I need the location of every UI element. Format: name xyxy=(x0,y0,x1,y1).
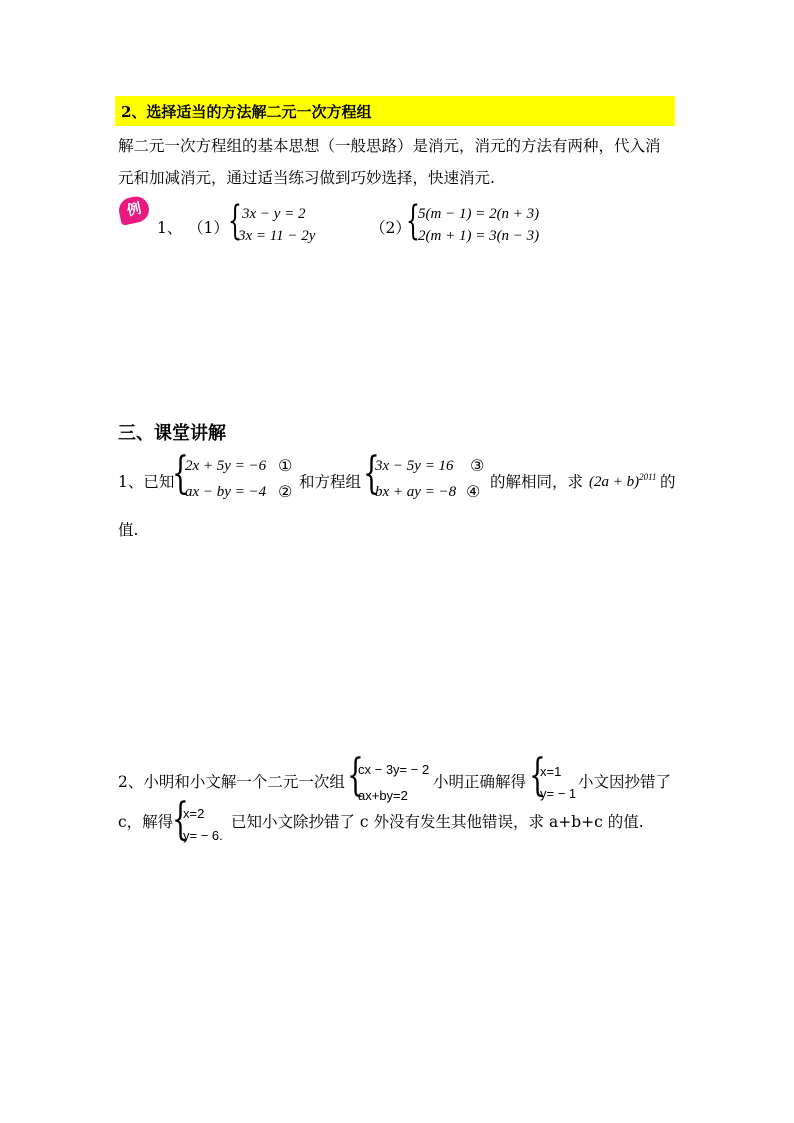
brace-icon: { xyxy=(529,750,546,801)
brace-icon: { xyxy=(347,750,364,801)
intro-line-1: 解二元一次方程组的基本思想（一般思路）是消元，消元的方法有两种，代入消 xyxy=(118,137,661,155)
q1-system-a-eq1: 2x + 5y = −6 xyxy=(185,458,267,474)
q2-solution-1-y: y= − 1 xyxy=(540,786,577,801)
p2-equation-2: 2(m + 1) = 3(n − 3) xyxy=(418,228,540,244)
q2-system-eq1: cx − 3y= − 2 xyxy=(358,762,430,777)
circled-1: ① xyxy=(278,456,293,475)
q1-suffix-a: 的解相同，求 xyxy=(490,473,584,491)
intro-line-2: 元和加减消元，通过适当练习做到巧妙选择，快速消元. xyxy=(118,169,495,187)
section-3-title: 三、课堂讲解 xyxy=(118,423,226,444)
q2-solution-2-x: x=2 xyxy=(183,806,205,821)
q2-solution-2-y: y= − 6. xyxy=(183,828,223,843)
brace-icon: { xyxy=(406,198,420,244)
example-number: 1、 xyxy=(157,219,183,237)
section-2-heading: 2、选择适当的方法解二元一次方程组 xyxy=(121,103,372,121)
q2-middle-2: 小文因抄错了 xyxy=(578,773,672,791)
q2-system-eq2: ax+by=2 xyxy=(358,788,408,803)
q2-solution-1-x: x=1 xyxy=(540,764,562,779)
q1-expression xyxy=(589,472,656,491)
brace-icon: { xyxy=(172,448,189,499)
brace-icon: { xyxy=(172,794,189,845)
q1-system-b-eq1: 3x − 5y = 16 xyxy=(375,458,454,474)
q1-expression-base: (2a + b) xyxy=(589,474,640,490)
q2-line-2-start: c，解得 xyxy=(118,813,174,831)
q1-prefix: 1、已知 xyxy=(118,473,175,491)
q2-middle-1: 小明正确解得 xyxy=(433,773,527,791)
circled-2: ② xyxy=(278,482,293,501)
problem-2-label: （2） xyxy=(370,219,411,237)
q2-line-2-end: 已知小文除抄错了 c 外没有发生其他错误，求 a+b+c 的值. xyxy=(231,813,644,831)
q1-line-2: 值. xyxy=(118,521,139,539)
q1-system-a-eq2: ax − by = −4 xyxy=(185,484,267,500)
circled-4: ④ xyxy=(466,482,481,501)
brace-icon: { xyxy=(363,448,380,499)
circled-3: ③ xyxy=(470,456,485,475)
brace-icon: { xyxy=(228,198,242,244)
p1-equation-2: 3x = 11 − 2y xyxy=(238,228,316,244)
example-badge-label: 例 xyxy=(125,200,143,220)
p2-equation-1: 5(m − 1) = 2(n + 3) xyxy=(418,206,540,222)
q2-prefix: 2、小明和小文解一个二元一次组 xyxy=(118,773,345,791)
q1-suffix-b: 的 xyxy=(660,473,676,491)
q1-expression-exponent: 2011 xyxy=(639,472,657,482)
q1-middle: 和方程组 xyxy=(299,473,362,491)
p1-equation-1: 3x − y = 2 xyxy=(242,206,306,222)
q1-system-b-eq2: bx + ay = −8 xyxy=(375,484,457,500)
problem-1-label: （1） xyxy=(188,219,229,237)
